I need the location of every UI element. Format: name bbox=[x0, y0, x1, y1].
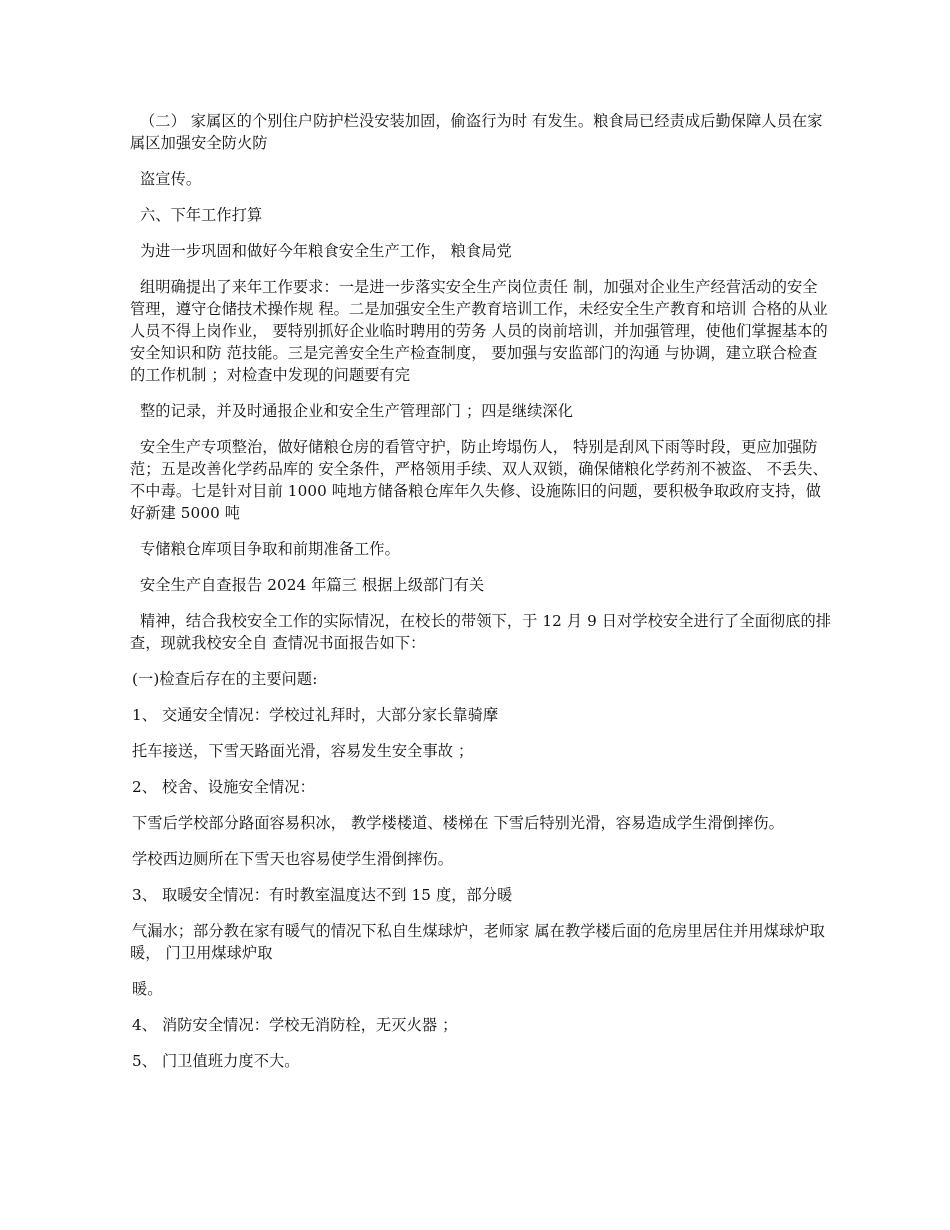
paragraph-heating-end: 暖。 bbox=[132, 980, 163, 998]
list-item-facility-safety: 2、 校舍、设施安全情况： bbox=[132, 778, 315, 796]
paragraph-theft-publicity: 盗宣传。 bbox=[140, 170, 202, 188]
section-heading-next-year-plan: 六、下年工作打算 bbox=[140, 206, 263, 224]
paragraph-warehouse-project: 专储粮仓库项目争取和前期准备工作。 bbox=[140, 540, 400, 558]
list-item-traffic-safety: 1、 交通安全情况：学校过礼拜时，大部分家长靠骑摩 bbox=[132, 706, 499, 724]
paragraph-household-guardrail: （二） 家属区的个别住户防护栏没安装加固，偷盗行为时 有发生。粮食局已经责成后勤保障人员在家属区加强安全防火防 bbox=[130, 112, 823, 152]
paragraph-work-requirements: 组明确提出了来年工作要求：一是进一步落实安全生产岗位责任 制，加强对企业生产经营活动的安全管理，遵守仓储技术操作规 程。二是加强安全生产教育培训工作，未经安全生产教育和培训 合格的从业人员不得上岗作业， 要特别抓好企业临时聘用的劳务 人员的岗前培训，并加强管理，使他们掌握基本的安全知识和防 范技能。三是完善安全生产检查制度， 要加强与安监部门的沟通 与协调，建立联合检查的工作机制 ；对检查中发现的问题要有完 bbox=[130, 278, 828, 384]
list-item-fire-safety: 4、 消防安全情况：学校无消防栓，无灭火器 ； bbox=[132, 1016, 458, 1034]
paragraph-icy-roads: 下雪后学校部分路面容易积冰， 教学楼楼道、楼梯在 下雪后特别光滑，容易造成学生滑倒摔伤。 bbox=[132, 814, 784, 832]
paragraph-toilet-slipping: 学校西边厕所在下雪天也容易使学生滑倒摔伤。 bbox=[132, 850, 454, 868]
subheading-main-problems: (一)检查后存在的主要问题: bbox=[132, 670, 318, 688]
paragraph-special-rectification: 安全生产专项整治，做好储粮仓房的看管守护，防止垮塌伤人， 特别是刮风下雨等时段，更应加强防范；五是改善化学药品库的 安全条件，严格领用手续、双人双锁，确保储粮化学药剂不被盗、 不丢失、不中毒。七是针对目前 1000 吨地方储备粮仓库年久失修、设施陈旧的问题，要积极争取政府支持，做好新建 5000 吨 bbox=[130, 438, 828, 522]
paragraph-plan-intro: 为进一步巩固和做好今年粮食安全生产工作， 粮食局党 bbox=[140, 242, 512, 260]
paragraph-school-inspection: 精神，结合我校安全工作的实际情况，在校长的带领下，于 12 月 9 日对学校安全进行了全面彻底的排查，现就我校安全自 查情况书面报告如下： bbox=[130, 612, 832, 652]
list-item-gate-duty: 5、 门卫值班力度不大。 bbox=[132, 1052, 300, 1070]
list-item-heating-safety: 3、 取暖安全情况：有时教室温度达不到 15 度，部分暖 bbox=[132, 886, 513, 904]
paragraph-motorcycle-pickup: 托车接送，下雪天路面光滑，容易发生安全事故 ； bbox=[132, 742, 474, 760]
paragraph-coal-stoves: 气漏水；部分教在家有暖气的情况下私自生煤球炉，老师家 属在教学楼后面的危房里居住并用煤球炉取暖， 门卫用煤球炉取 bbox=[130, 922, 825, 962]
paragraph-records-reporting: 整的记录，并及时通报企业和安全生产管理部门 ；四是继续深化 bbox=[140, 402, 573, 420]
paragraph-report-part-three: 安全生产自查报告 2024 年篇三 根据上级部门有关 bbox=[140, 576, 485, 594]
